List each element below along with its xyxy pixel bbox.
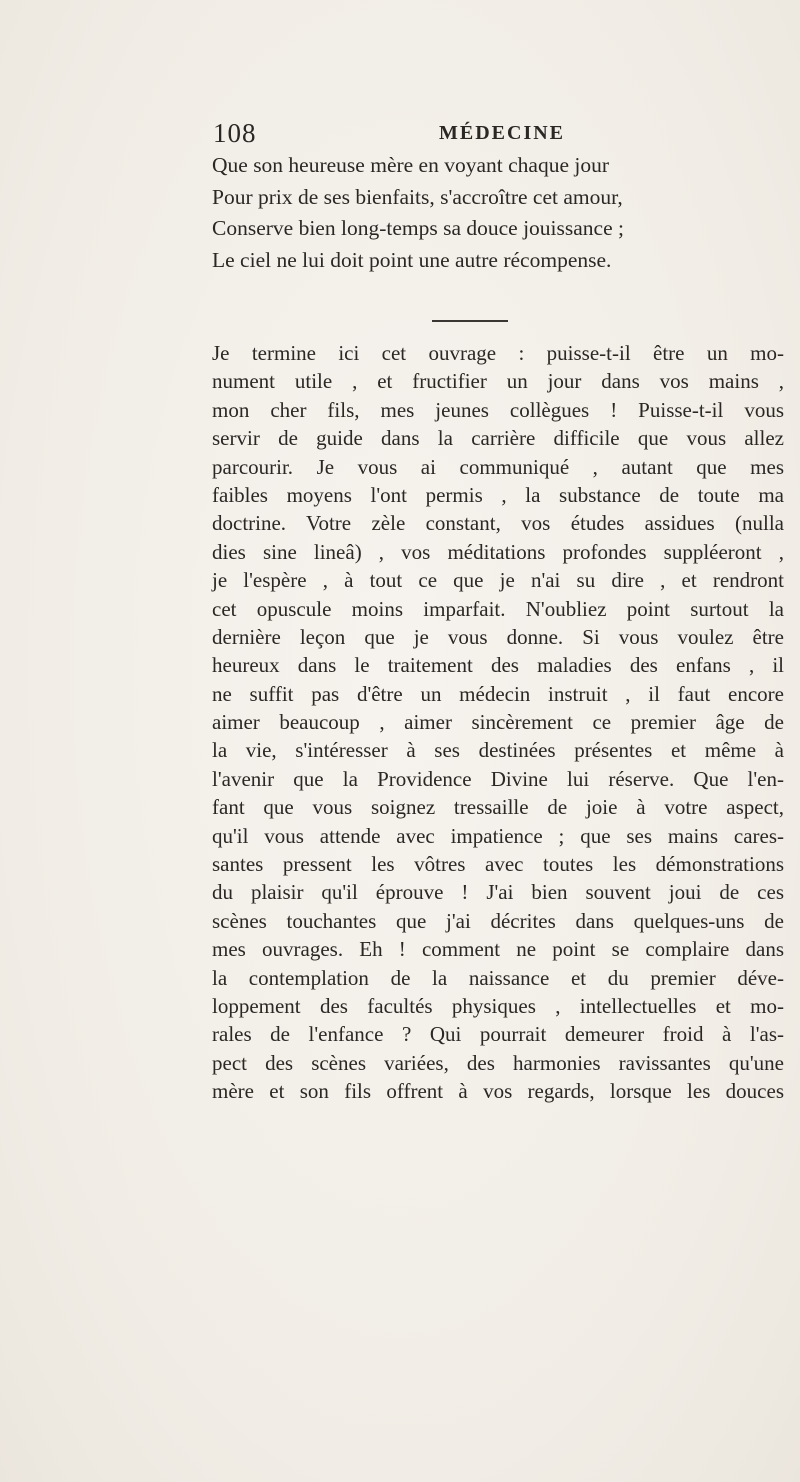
text-line: santes pressent les vôtres avec toutes les démonstrations xyxy=(212,852,784,877)
text-line: scènes touchantes que j'ai décrites dans quelques-uns de xyxy=(212,908,784,933)
text-line: servir de guide dans la carrière difficile que vous allez xyxy=(212,426,784,451)
text-line: heureux dans le traitement des maladies des enfans , il xyxy=(212,653,784,678)
text-line: Je termine ici cet ouvrage : puisse-t-il être un mo- xyxy=(212,341,784,365)
text-line: pect des scènes variées, des harmonies ravissantes qu'une xyxy=(212,1050,784,1075)
text-line: mère et son fils offrent à vos regards, lorsque les douces xyxy=(212,1079,784,1104)
running-head: MÉDECINE xyxy=(439,122,566,144)
text-line: rales de l'enfance ? Qui pourrait demeurer froid à l'as- xyxy=(212,1022,784,1047)
text-line: parcourir. Je vous ai communiqué , autant que mes xyxy=(212,454,784,479)
text-line: dernière leçon que je vous donne. Si vous voulez être xyxy=(212,624,784,649)
text-line: fant que vous soignez tressaille de joie à votre aspect, xyxy=(212,795,784,820)
section-divider xyxy=(432,320,508,322)
text-line: aimer beaucoup , aimer sincèrement ce premier âge de xyxy=(212,710,784,735)
verse-line: Que son heureuse mère en voyant chaque jour xyxy=(212,153,610,177)
text-line: cet opuscule moins imparfait. N'oubliez point surtout la xyxy=(212,596,784,621)
text-line: je l'espère , à tout ce que je n'ai su dire , et rendront xyxy=(212,568,784,593)
text-line: du plaisir qu'il éprouve ! J'ai bien souvent joui de ces xyxy=(212,880,784,905)
page-number: 108 xyxy=(213,118,257,148)
text-line: la contemplation de la naissance et du premier déve- xyxy=(212,965,784,990)
text-line: l'avenir que la Providence Divine lui réserve. Que l'en- xyxy=(212,766,784,791)
verse-line: Pour prix de ses bienfaits, s'accroître cet amour, xyxy=(212,184,623,209)
body-paragraph xyxy=(212,339,784,1106)
page-header xyxy=(213,118,765,150)
text-line: mon cher fils, mes jeunes collègues ! Puisse-t-il vous xyxy=(212,397,784,422)
verse-line: Le ciel ne lui doit point une autre récompense. xyxy=(212,247,612,272)
verse-stanza xyxy=(212,150,772,276)
text-line: nument utile , et fructifier un jour dans vos mains , xyxy=(212,369,784,394)
text-line: ne suffit pas d'être un médecin instruit , il faut encore xyxy=(212,681,784,706)
verse-line: Conserve bien long-temps sa douce jouissance ; xyxy=(212,216,624,240)
text-line: mes ouvrages. Eh ! comment ne point se complaire dans xyxy=(212,937,784,962)
text-line: faibles moyens l'ont permis , la substance de toute ma xyxy=(212,482,784,507)
text-line: doctrine. Votre zèle constant, vos études assidues (nulla xyxy=(212,511,784,536)
text-line: qu'il vous attende avec impatience ; que ses mains cares- xyxy=(212,823,784,848)
text-line: dies sine lineâ) , vos méditations profondes suppléeront , xyxy=(212,539,784,564)
text-line: la vie, s'intéresser à ses destinées présentes et même à xyxy=(212,738,784,763)
text-line: loppement des facultés physiques , intellectuelles et mo- xyxy=(212,993,784,1018)
